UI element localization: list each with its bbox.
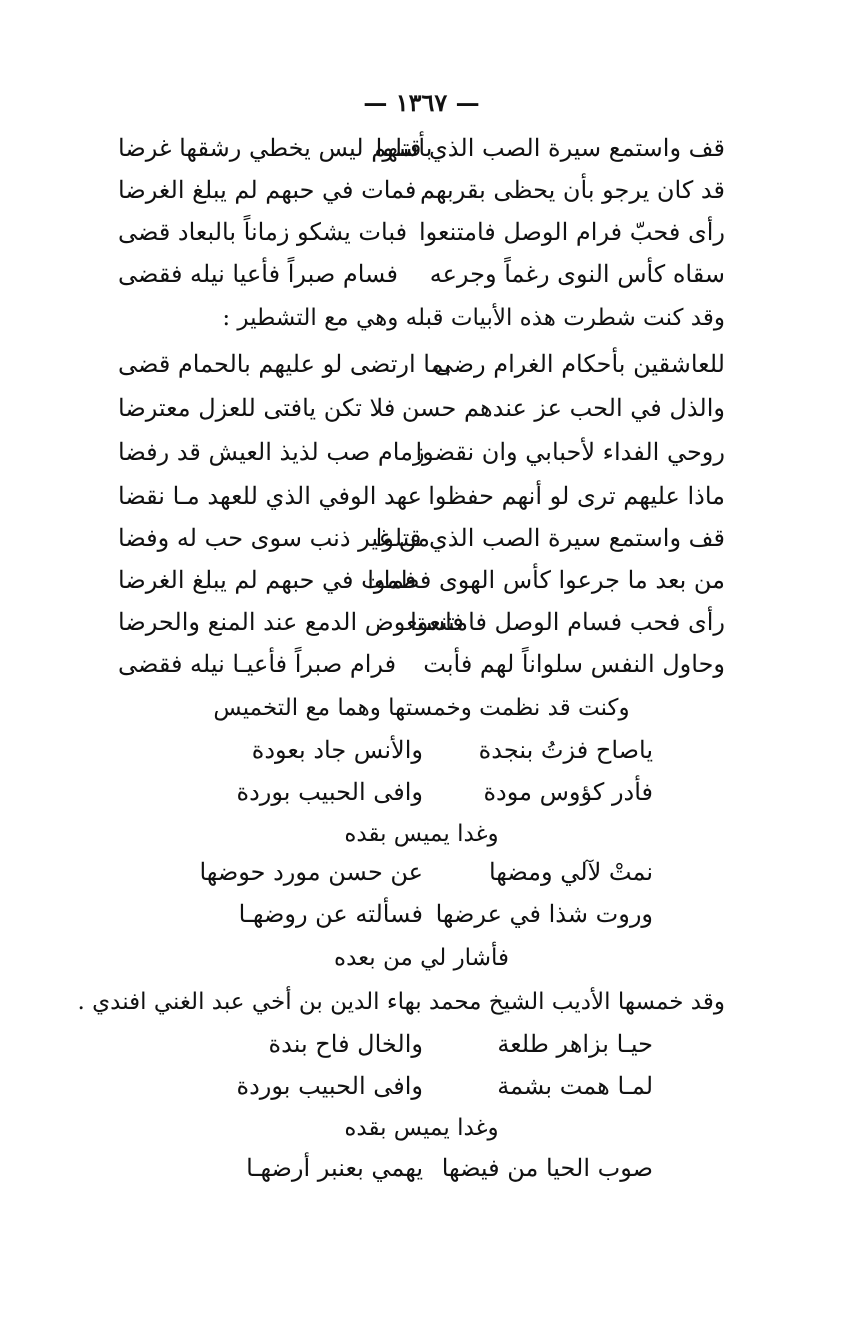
verse-left-hemistich: بما ارتضى لو عليهم بالحمام قضى (118, 350, 452, 378)
verse-right-hemistich: للعاشقين بأحكام الغرام رضى (433, 350, 725, 378)
verse-left-part: وافى الحبيب بوردة (236, 778, 423, 806)
refrain-line: وغدا يميس بقده (344, 1115, 499, 1141)
verse-right-hemistich: والذل في الحب عز عندهم حسن (401, 394, 725, 422)
verse-left-part: والأنس جاد بعودة (251, 736, 423, 764)
verse-right-part: نمتْ لآلي ومضها (488, 858, 653, 886)
verse-right-hemistich: قف واستمع سيرة الصب الذي قتلوا (375, 524, 725, 552)
page-number: — ١٣٦٧ — (363, 88, 480, 117)
refrain-line: وغدا يميس بقده (344, 821, 499, 847)
verse-left-part: وافى الحبيب بوردة (236, 1072, 423, 1100)
verse-right-part: فأدر كؤوس مودة (483, 778, 653, 806)
refrain-line: فأشار لي من بعده (334, 945, 509, 971)
verse-right-hemistich: رأى فحب فسام الوصل فامتنعوا (410, 608, 725, 636)
verse-left-part: والخال فاح بندة (268, 1030, 423, 1058)
intro-paragraph: وقد كنت شطرت هذه الأبيات قبله وهي مع التشطير : (222, 305, 725, 331)
verse-right-hemistich: قف واستمع سيرة الصب الذي قتلوا (375, 134, 725, 162)
verse-right-part: لمـا همت بشمة (497, 1072, 653, 1100)
verse-left-hemistich: فلا تكن يافتى للعزل معترضا (118, 394, 396, 422)
section-heading: وكنت قد نظمت وخمستها وهما مع التخميس (213, 695, 630, 721)
verse-left-part: فسألته عن روضهـا (238, 900, 423, 928)
verse-right-hemistich: ماذا عليهم ترى لو أنهم حفظوا (428, 482, 725, 510)
intro-paragraph: وقد خمسها الأديب الشيخ محمد بهاء الدين بن أخي عبد الغني افندي . (77, 989, 725, 1015)
verse-left-hemistich: زمام صب لذيذ العيش قد رفضا (118, 438, 425, 466)
verse-left-part: عن حسن مورد حوضها (199, 858, 423, 886)
verse-right-hemistich: وحاول النفس سلواناً لهم فأبت (423, 650, 725, 678)
verse-left-part: يهمي بعنبر أرضهـا (246, 1154, 423, 1182)
verse-right-part: حيـا بزاهر طلعة (497, 1030, 653, 1058)
verse-left-hemistich: فمات في حبهم لم يبلغ الغرضا (118, 566, 417, 594)
verse-left-hemistich: بأسهم ليس يخطي رشقها غرضا (118, 134, 433, 162)
verse-left-hemistich: فسام صبراً فأعيا نيله فقضى (118, 260, 398, 288)
verse-right-part: وروت شذا في عرضها (435, 900, 653, 928)
verse-right-part: ياصاح فزتُ بنجدة (478, 736, 653, 764)
verse-right-hemistich: قد كان يرجو بأن يحظى بقربهم (420, 176, 725, 204)
verse-right-hemistich: رأى فحبّ فرام الوصل فامتنعوا (418, 218, 725, 246)
verse-right-part: صوب الحيا من فيضها (441, 1154, 653, 1182)
verse-left-hemistich: فاستعوض الدمع عند المنع والحرضا (118, 608, 464, 636)
verse-right-hemistich: من بعد ما جرعوا كأس الهوى فطموا (367, 566, 725, 594)
verse-left-hemistich: فمات في حبهم لم يبلغ الغرضا (118, 176, 417, 204)
verse-left-hemistich: عهد الوفي الذي للعهد مـا نقضا (118, 482, 422, 510)
verse-right-hemistich: سقاه كأس النوى رغماً وجرعه (429, 260, 725, 288)
verse-left-hemistich: من غير ذنب سوى حب له وفضا (118, 524, 430, 552)
verse-left-hemistich: فرام صبراً فأعيـا نيله فقضى (118, 650, 397, 678)
verse-right-hemistich: روحي الفداء لأحبابي وان نقضوا (415, 438, 725, 466)
verse-left-hemistich: فبات يشكو زماناً بالبعاد قضى (118, 218, 408, 246)
